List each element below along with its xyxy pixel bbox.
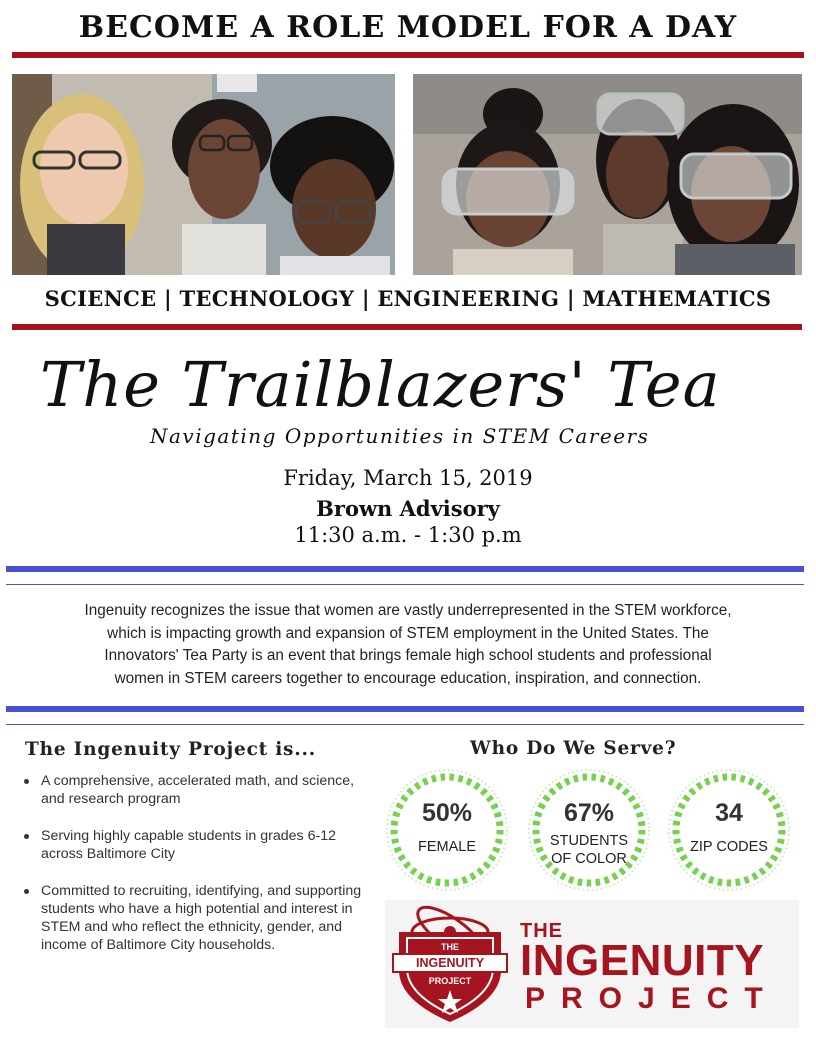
photo-left — [12, 74, 395, 275]
list-item — [22, 827, 378, 863]
project-bullets — [22, 772, 378, 973]
stat-value: 67% — [563, 799, 615, 827]
intro-line: Ingenuity recognizes the issue that women are vastly underrepresented in the STEM workforce, — [84, 602, 732, 619]
headline: BECOME A ROLE MODEL FOR A DAY — [78, 10, 738, 45]
stem-fields: SCIENCE | TECHNOLOGY | ENGINEERING | MATHEMATICS — [44, 286, 772, 311]
event-title: The Trailblazers' Tea — [40, 348, 721, 421]
list-item — [22, 882, 378, 954]
stat-label: OF COLOR — [551, 851, 627, 867]
bullet-icon — [24, 834, 29, 839]
intro-paragraph — [12, 600, 804, 690]
seal-middle-text: INGENUITY — [415, 956, 485, 970]
stat-label: FEMALE — [417, 839, 476, 855]
bullet-text: Committed to recruiting, identifying, and supporting students who have a high potential and interest in STEM and who reflect the ethnicity, gender, and income of Baltimore City households. — [41, 883, 362, 953]
bullet-text: Serving highly capable students in grades 6-12 across Baltimore City — [41, 828, 336, 862]
logo-word-the: THE — [520, 920, 563, 942]
fields-divider — [12, 324, 802, 330]
serve-heading: Who Do We Serve? — [470, 738, 677, 759]
stat-value: 34 — [715, 799, 743, 827]
event-subtitle: Navigating Opportunities in STEM Careers — [150, 424, 650, 448]
logo-word-project: PROJECT — [525, 982, 779, 1015]
event-date: Friday, March 15, 2019 — [283, 466, 533, 490]
stat-label: ZIP CODES — [690, 839, 768, 855]
blue-rule-2 — [6, 724, 804, 725]
stat-zip-codes — [664, 765, 794, 895]
event-venue: Brown Advisory — [316, 496, 500, 521]
stat-value: 50% — [421, 799, 473, 827]
dotted-ring-icon — [382, 765, 512, 895]
blue-rule-1 — [6, 584, 804, 585]
event-time: 11:30 a.m. - 1:30 p.m — [294, 523, 522, 547]
bullet-text: A comprehensive, accelerated math, and science, and research program — [41, 773, 355, 807]
project-heading: The Ingenuity Project is... — [25, 739, 316, 760]
dotted-ring-icon — [664, 765, 794, 895]
intro-line: Innovators' Tea Party is an event that brings female high school students and professional — [104, 647, 712, 664]
blue-divider-1 — [6, 566, 804, 572]
stat-label: STUDENTS — [549, 833, 629, 849]
seal-bottom-text: PROJECT — [428, 976, 472, 986]
list-item — [22, 772, 378, 808]
intro-line: women in STEM careers together to encourage education, inspiration, and connection. — [114, 669, 702, 687]
ingenuity-logo — [385, 900, 799, 1028]
stat-female — [382, 765, 512, 895]
blue-divider-2 — [6, 706, 804, 712]
ingenuity-seal-icon — [385, 900, 515, 1028]
bullet-icon — [24, 779, 29, 784]
seal-top-text: THE — [441, 942, 459, 952]
photo-right — [413, 74, 802, 275]
bullet-icon — [24, 889, 29, 894]
header-divider — [12, 52, 804, 58]
stat-students-of-color — [524, 765, 654, 895]
logo-word-ingenuity: INGENUITY — [520, 936, 765, 985]
intro-line: which is impacting growth and expansion of STEM employment in the United States. The — [107, 624, 709, 642]
dotted-ring-icon — [524, 765, 654, 895]
